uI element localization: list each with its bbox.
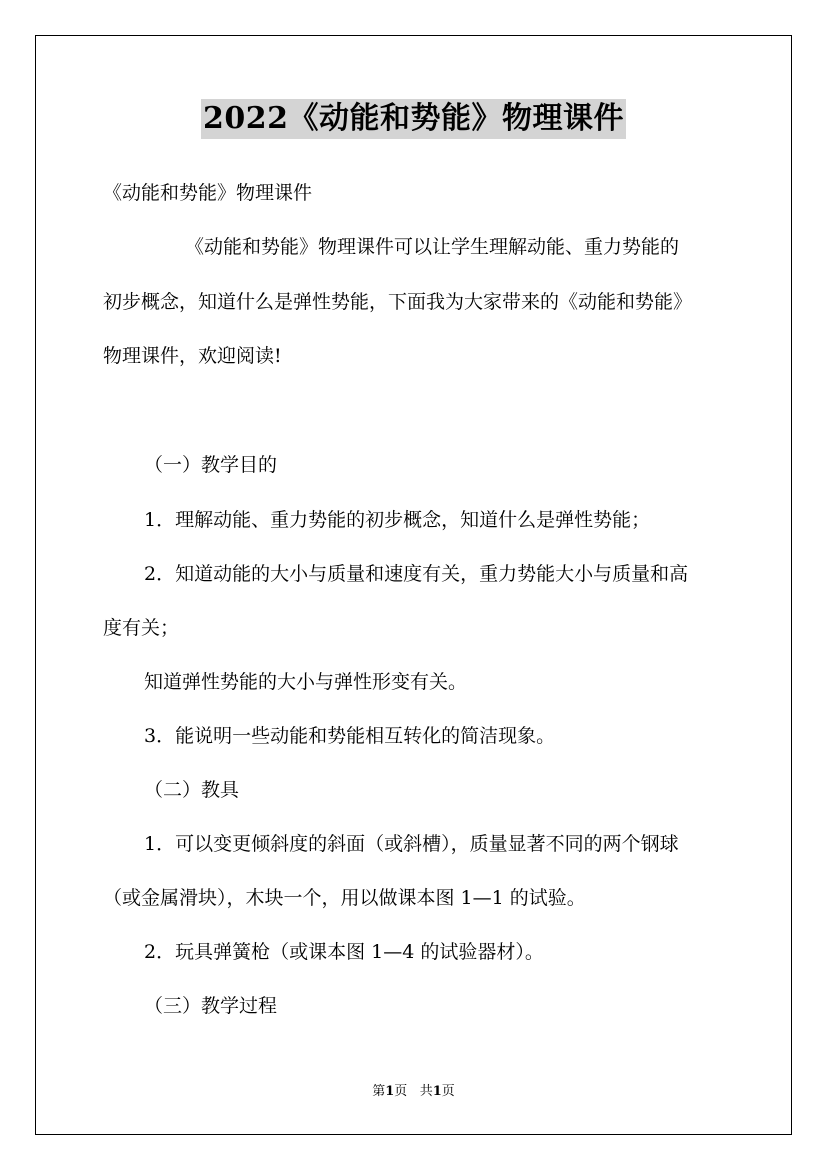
page-footer: [0, 1083, 827, 1101]
section-2-line-3: 2．玩具弹簧枪（或课本图 1—4 的试验器材）。: [144, 941, 544, 963]
footer-total-pages: 1: [432, 1084, 442, 1099]
section-1-heading: （一）教学目的: [144, 454, 278, 476]
intro-line-1: 《动能和势能》物理课件可以让学生理解动能、重力势能的: [185, 236, 680, 258]
section-1-line-4: 知道弹性势能的大小与弹性形变有关。: [144, 671, 468, 693]
intro-line-2: 初步概念，知道什么是弹性势能，下面我为大家带来的《动能和势能》: [103, 291, 693, 313]
section-2-heading: （二）教具: [144, 779, 240, 801]
footer-prefix: 第: [372, 1084, 386, 1099]
footer-suffix: 页: [441, 1084, 455, 1099]
section-3-heading: （三）教学过程: [144, 995, 278, 1017]
section-1-line-5: 3．能说明一些动能和势能相互转化的简洁现象。: [144, 725, 556, 747]
document-title: 2022《动能和势能》物理课件: [201, 99, 626, 139]
document-subtitle: 《动能和势能》物理课件: [103, 182, 313, 204]
section-2-line-1: 1．可以变更倾斜度的斜面（或斜槽），质量显著不同的两个钢球: [144, 833, 679, 855]
footer-mid: 页 共: [394, 1084, 433, 1099]
section-1-line-1: 1．理解动能、重力势能的初步概念，知道什么是弹性势能；: [144, 509, 651, 531]
section-1-line-2: 2．知道动能的大小与质量和速度有关，重力势能大小与质量和高: [144, 563, 689, 585]
footer-page-number: 1: [385, 1084, 395, 1099]
section-2-line-2: （或金属滑块），木块一个，用以做课本图 1—1 的试验。: [103, 887, 586, 909]
section-1-line-3: 度有关；: [103, 617, 180, 639]
title-container: [0, 99, 827, 139]
intro-line-3: 物理课件，欢迎阅读!: [103, 345, 282, 367]
